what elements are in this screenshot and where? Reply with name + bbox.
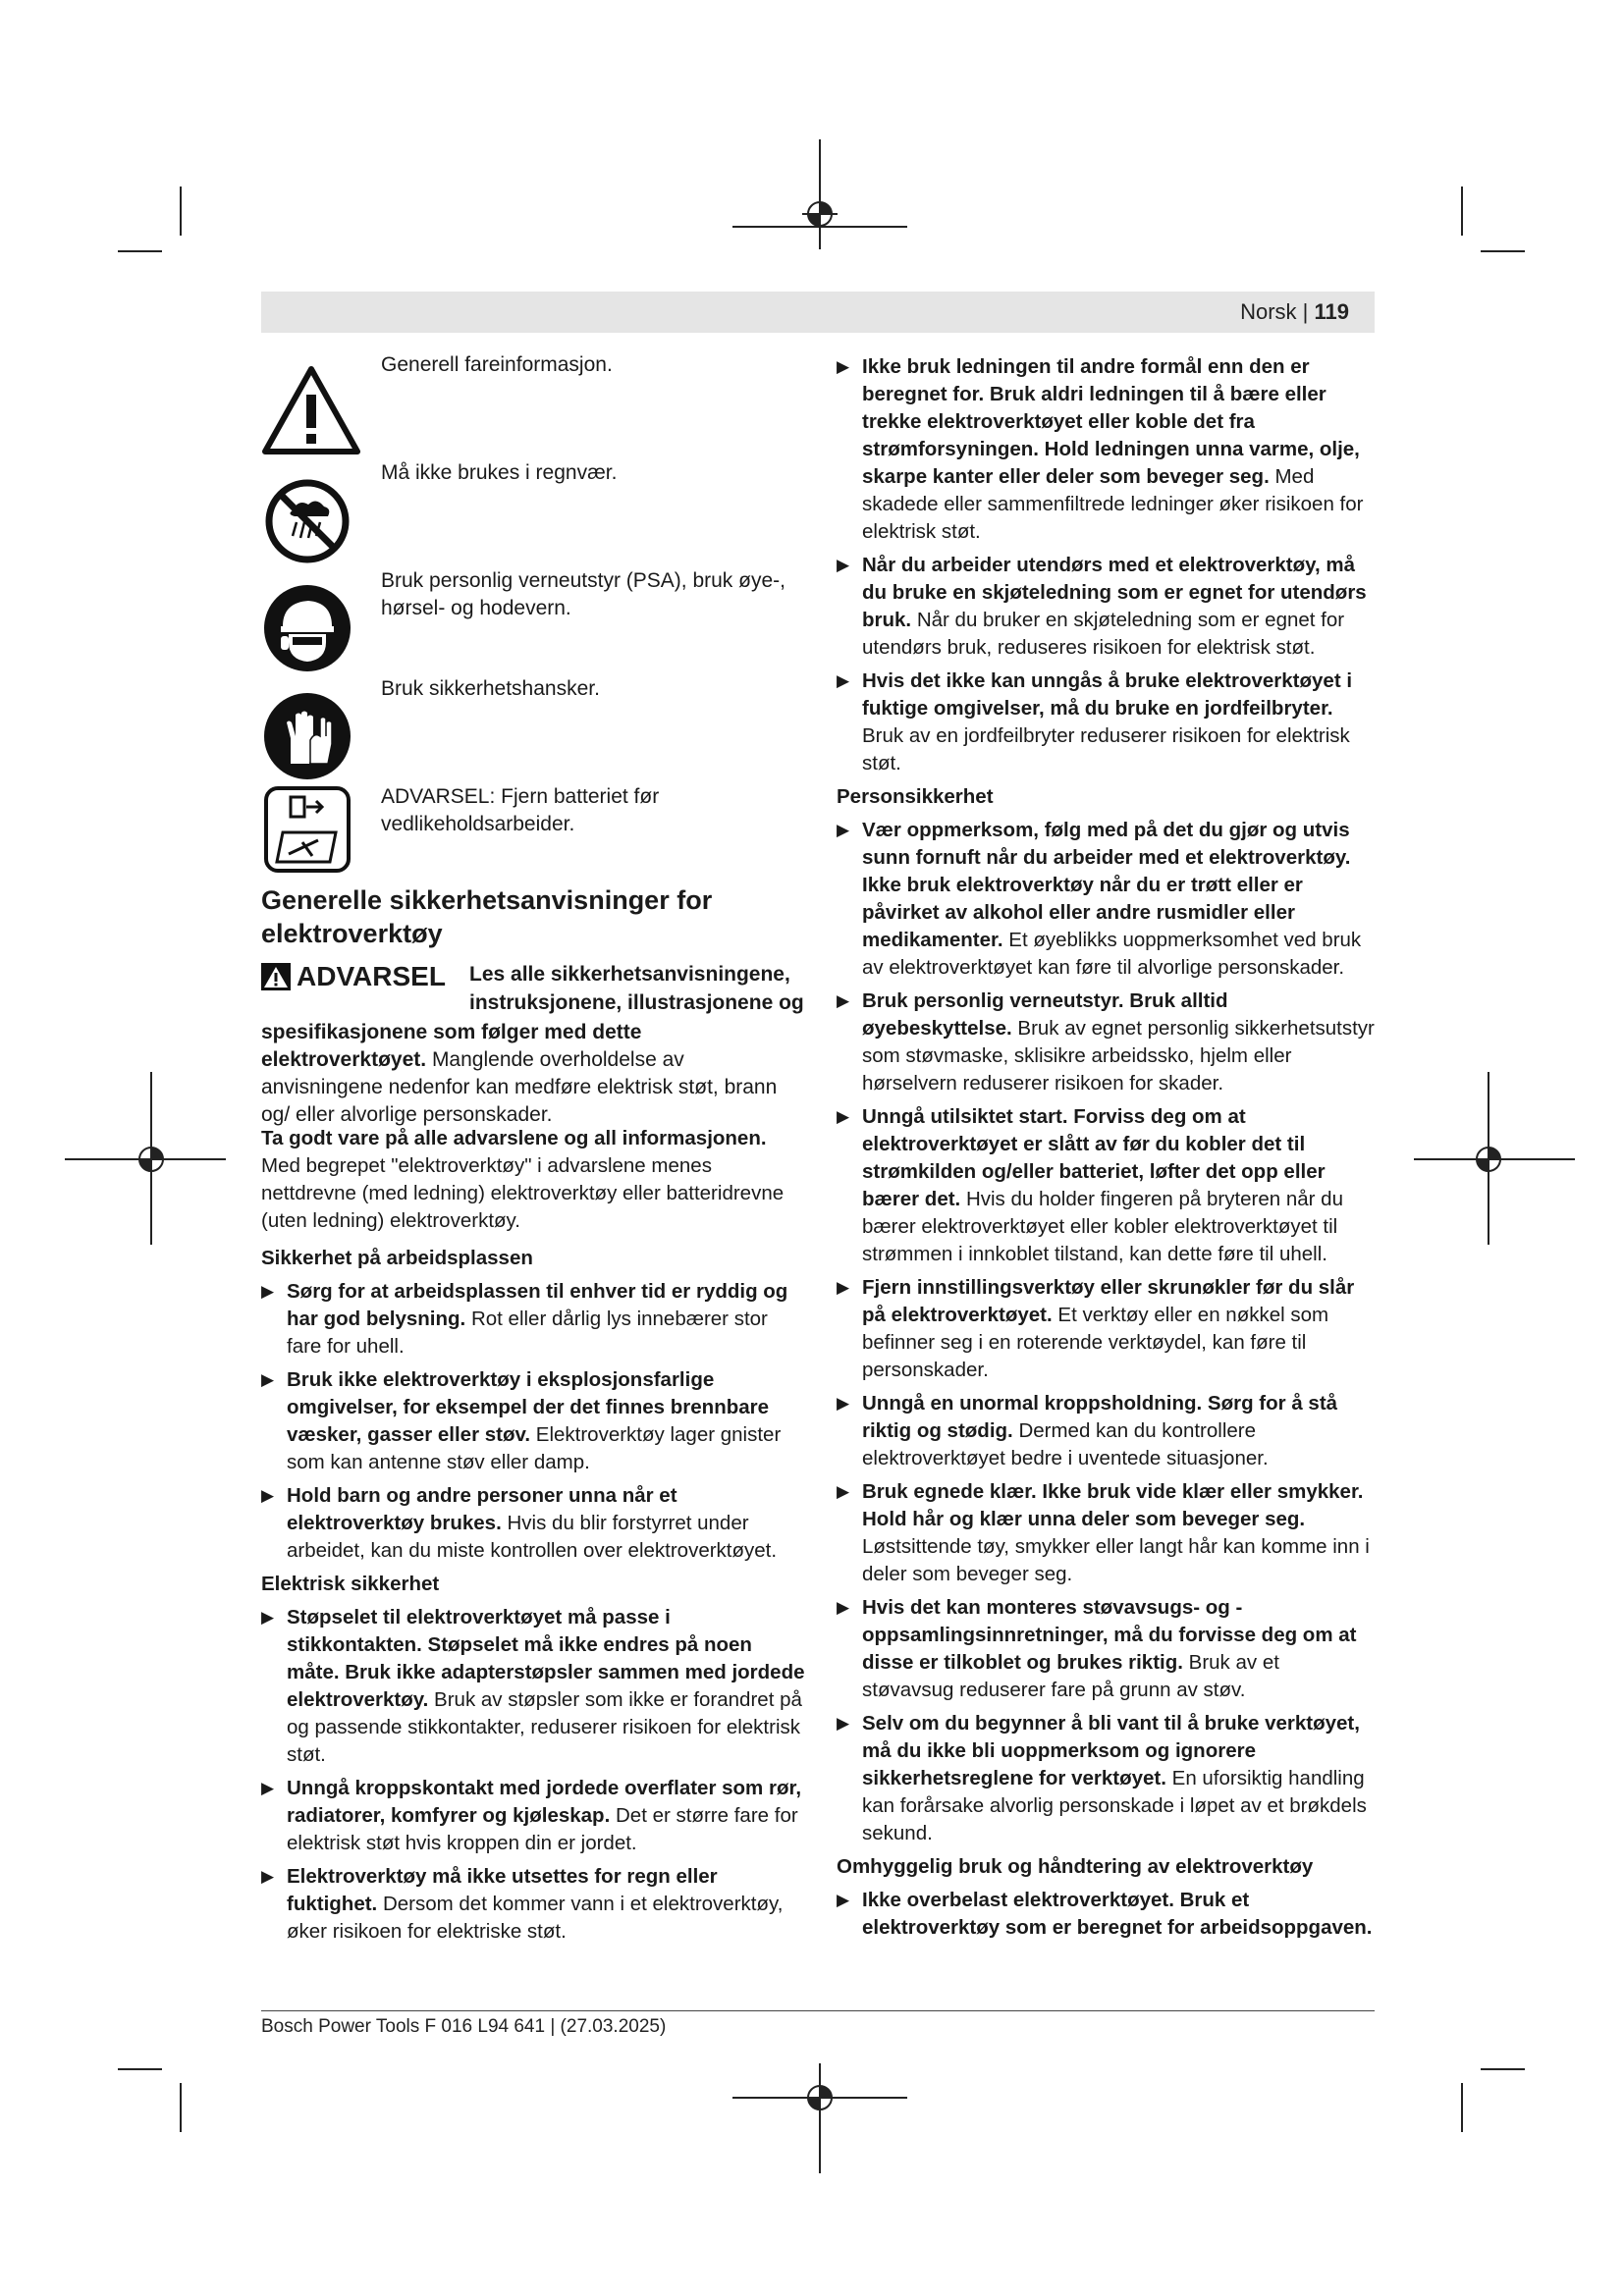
- bullet-normal-text: Hvis du holder fingeren på bryteren når du bærer elektroverktøyet eller kobler elektroverktøyet til strømmen i innkoblet tilstand, kan dette føre til uhell.: [862, 1188, 1343, 1265]
- symbol-description: Bruk personlig verneutstyr (PSA), bruk øye-, hørsel- og hodevern.: [381, 569, 785, 619]
- bullet-normal-text: Det er større fare for elektrisk støt hvis kroppen din er jordet.: [287, 1804, 798, 1854]
- bullet-arrow-icon: ▶: [837, 1394, 850, 1413]
- bullet-bold-text: Støpselet til elektroverktøyet må passe i stikkontakten. Støpselet må ikke endres på noen måte. Bruk ikke adapterstøpsler sammen med jordede elektroverktøy.: [287, 1606, 805, 1711]
- bullet-arrow-icon: ▶: [261, 1608, 275, 1627]
- remove-battery-icon: [263, 785, 352, 874]
- bullet-arrow-icon: ▶: [837, 556, 850, 574]
- registration-line: [819, 139, 821, 249]
- bullet-bold-text: Vær oppmerksom, følg med på det du gjør og utvis sunn fornuft når du arbeider med et elektroverktøy. Ikke bruk elektroverktøy når du er trøtt eller er påvirket av alkohol eller andre rusmidler eller medikamenter.: [862, 819, 1351, 951]
- registration-mark-icon: [802, 2080, 838, 2115]
- bullet-arrow-icon: ▶: [837, 671, 850, 690]
- registration-mark-icon: [1471, 1142, 1506, 1177]
- keep-all-paragraph: [261, 1125, 805, 1235]
- bullet-arrow-icon: ▶: [261, 1486, 275, 1505]
- bullet-normal-text: Et verktøy eller en nøkkel som befinner seg i en roterende verktøydel, kan føre til personskader.: [862, 1304, 1329, 1381]
- bullet-item: [837, 1710, 1377, 1847]
- bullet-normal-text: Rot eller dårlig lys innebærer stor fare for uhell.: [287, 1308, 768, 1358]
- crop-mark: [1481, 2068, 1525, 2070]
- bullet-normal-text: Løstsittende tøy, smykker eller langt hår kan komme inn i deler som beveger seg.: [862, 1535, 1370, 1585]
- bullet-bold-text: Hvis det ikke kan unngås å bruke elektroverktøyet i fuktige omgivelser, må du bruke en jordfeilbryter.: [862, 669, 1353, 720]
- header-language: Norsk: [1240, 299, 1297, 324]
- right-top-items: [837, 353, 1377, 777]
- symbol-description: Bruk sikkerhetshansker.: [381, 677, 600, 700]
- bullet-item: [837, 1390, 1377, 1472]
- bullet-item: [837, 552, 1377, 662]
- bullet-normal-text: Et øyeblikks uoppmerksomhet ved bruk av elektroverktøyet kan føre til alvorlige personskader.: [862, 929, 1362, 979]
- bullet-item: [261, 1278, 805, 1361]
- bullet-item: [837, 817, 1377, 982]
- bullet-normal-text: Med skadede eller sammenfiltrede ledninger øker risikoen for elektrisk støt.: [862, 465, 1364, 543]
- header-label: [1240, 299, 1349, 325]
- bullet-arrow-icon: ▶: [837, 1714, 850, 1733]
- symbol-description: ADVARSEL: Fjern batteriet før vedlikeholdsarbeider.: [381, 785, 660, 835]
- left-flow: [261, 1125, 805, 1951]
- crop-mark: [180, 187, 182, 236]
- bullet-arrow-icon: ▶: [837, 1278, 850, 1297]
- head-protection-icon: [263, 583, 352, 673]
- bullet-arrow-icon: ▶: [837, 1482, 850, 1501]
- page-header: [261, 292, 1375, 333]
- bullet-item: [261, 1482, 805, 1565]
- bullet-normal-text: Bruk av et støvavsug reduserer fare på grunn av støv.: [862, 1651, 1279, 1701]
- symbol-row: [261, 677, 600, 781]
- crop-mark: [1461, 2083, 1463, 2132]
- header-separator: |: [1302, 299, 1309, 324]
- bullet-item: [837, 1478, 1377, 1588]
- bullet-normal-text: Elektroverktøy lager gnister som kan antenne støv eller damp.: [287, 1423, 782, 1473]
- bullet-normal-text: Bruk av støpsler som ikke er forandret på og passende stikkontakter, reduserer risikoen for elektrisk støt.: [287, 1688, 802, 1766]
- bullet-item: [837, 1274, 1377, 1384]
- keep-all-normal: Med begrepet "elektroverktøy" i advarslene menes nettdrevne (med ledning) elektroverktøy eller batteridrevne (uten ledning) elektroverktøy.: [261, 1154, 785, 1232]
- crop-mark: [1481, 250, 1525, 252]
- left-sections: [261, 1245, 805, 1946]
- bullet-arrow-icon: ▶: [837, 1107, 850, 1126]
- bullet-bold-text: Når du arbeider utendørs med et elektroverktøy, må du bruke en skjøteledning som er egnet for utendørs bruk.: [862, 554, 1367, 631]
- warning-normal: Manglende overholdelse av anvisningene nedenfor kan medføre elektrisk støt, brann og/ eller alvorlige personskader.: [261, 1048, 778, 1126]
- symbol-description: Må ikke brukes i regnvær.: [381, 461, 618, 484]
- bullet-bold-text: Bruk personlig verneutstyr. Bruk alltid øyebeskyttelse.: [862, 989, 1228, 1040]
- bullet-bold-text: Hold barn og andre personer unna når et elektroverktøy brukes.: [287, 1484, 677, 1534]
- warning-bold-first: Les alle sikkerhetsanvisningene, instruksjonene, illustrasjonene og: [469, 963, 804, 1014]
- warning-label: [261, 960, 446, 993]
- registration-mark-icon: [134, 1142, 169, 1177]
- bullet-item: [261, 1775, 805, 1857]
- bullet-bold-text: Bruk egnede klær. Ikke bruk vide klær eller smykker. Hold hår og klær unna deler som beveger seg.: [862, 1480, 1364, 1530]
- crop-mark: [1461, 187, 1463, 236]
- bullet-arrow-icon: ▶: [261, 1779, 275, 1797]
- bullet-bold-text: Ikke bruk ledningen til andre formål enn den er beregnet for. Bruk aldri ledningen til å bære eller trekke elektroverktøyet eller koble det fra strømforsyningen. Hold ledningen unna varme, olje, skarpe kanter eller deler som beveger seg.: [862, 355, 1360, 488]
- subsection-heading: Elektrisk sikkerhet: [261, 1573, 440, 1595]
- no-rain-icon: [263, 477, 352, 565]
- bullet-normal-text: Hvis du blir forstyrret under arbeidet, kan du miste kontrollen over elektroverktøyet.: [287, 1512, 778, 1562]
- warning-word: ADVARSEL: [297, 961, 446, 991]
- bullet-bold-text: Elektroverktøy må ikke utsettes for regn eller fuktighet.: [287, 1865, 718, 1915]
- bullet-item: [837, 1594, 1377, 1704]
- bullet-bold-text: Sørg for at arbeidsplassen til enhver tid er ryddig og har god belysning.: [287, 1280, 788, 1330]
- bullet-arrow-icon: ▶: [837, 357, 850, 376]
- page-number: 119: [1314, 299, 1349, 324]
- bullet-bold-text: Bruk ikke elektroverktøy i eksplosjonsfarlige omgivelser, for eksempel der det finnes brennbare væsker, gasser eller støv.: [287, 1368, 770, 1446]
- subsection-heading: Personsikkerhet: [837, 785, 994, 808]
- crop-mark: [118, 2068, 162, 2070]
- bullet-bold-text: Fjern innstillingsverktøy eller skrunøkler før du slår på elektroverktøyet.: [862, 1276, 1355, 1326]
- bullet-bold-text: Unngå utilsiktet start. Forviss deg om at elektroverktøyet er slått av før du kobler det til strømkilden og/eller batteriet, løfter det opp eller bærer det.: [862, 1105, 1326, 1210]
- bullet-arrow-icon: ▶: [261, 1867, 275, 1886]
- subsection-heading: Omhyggelig bruk og håndtering av elektroverktøy: [837, 1855, 1314, 1878]
- bullet-normal-text: Bruk av en jordfeilbryter reduserer risikoen for elektrisk støt.: [862, 724, 1350, 774]
- bullet-bold-text: Ikke overbelast elektroverktøyet. Bruk et elektroverktøy som er beregnet for arbeidsoppgaven.: [862, 1889, 1373, 1939]
- bullet-arrow-icon: ▶: [261, 1282, 275, 1301]
- right-flow: [837, 353, 1377, 1948]
- bullet-bold-text: Unngå kroppskontakt med jordede overflater som rør, radiatorer, komfyrer og kjøleskap.: [287, 1777, 802, 1827]
- bullet-item: [837, 1887, 1377, 1942]
- bullet-normal-text: Dersom det kommer vann i et elektroverktøy, øker risikoen for elektriske støt.: [287, 1893, 784, 1943]
- bullet-item: [261, 1366, 805, 1476]
- gloves-icon: [263, 691, 352, 781]
- general-hazard-icon: [261, 365, 361, 455]
- symbol-row: [261, 353, 613, 455]
- bullet-item: [261, 1604, 805, 1769]
- subsection-heading: Sikkerhet på arbeidsplassen: [261, 1247, 533, 1269]
- footer-divider: [261, 2010, 1375, 2011]
- bullet-bold-text: Selv om du begynner å bli vant til å bruke verktøyet, må du ikke bli uoppmerksom og ignorere sikkerhetsreglene for verktøyet.: [862, 1712, 1360, 1789]
- crop-mark: [180, 2083, 182, 2132]
- bullet-item: [837, 667, 1377, 777]
- keep-all-bold: Ta godt vare på alle advarslene og all informasjonen.: [261, 1127, 767, 1149]
- bullet-bold-text: Unngå en unormal kroppsholdning. Sørg for å stå riktig og stødig.: [862, 1392, 1338, 1442]
- warning-bold-rest: spesifikasjonene som følger med dette elektroverktøyet.: [261, 1021, 642, 1071]
- bullet-arrow-icon: ▶: [837, 1891, 850, 1909]
- bullet-item: [837, 353, 1377, 546]
- warning-body: [261, 1019, 805, 1129]
- bullet-arrow-icon: ▶: [837, 821, 850, 839]
- crop-mark: [118, 250, 162, 252]
- registration-mark-icon: [802, 196, 838, 232]
- symbol-row: [261, 569, 785, 673]
- bullet-bold-text: Hvis det kan monteres støvavsugs- og -oppsamlingsinnretninger, må du forvisse deg om at disse er tilkoblet og brukes riktig.: [862, 1596, 1357, 1674]
- bullet-normal-text: En uforsiktig handling kan forårsake alvorlig personskade i løpet av et brøkdels sekund.: [862, 1767, 1367, 1844]
- bullet-item: [837, 988, 1377, 1097]
- bullet-item: [837, 1103, 1377, 1268]
- bullet-normal-text: Dermed kan du kontrollere elektroverktøyet bedre i uventede situasjoner.: [862, 1419, 1269, 1469]
- warning-triangle-icon: [261, 963, 291, 990]
- bullet-item: [261, 1863, 805, 1946]
- symbol-row: [261, 461, 618, 565]
- section-title: Generelle sikkerhetsanvisninger for elektroverktøy: [261, 885, 713, 948]
- bullet-normal-text: Når du bruker en skjøteledning som er egnet for utendørs bruk, reduseres risikoen for elektrisk støt.: [862, 609, 1345, 659]
- symbol-description: Generell fareinformasjon.: [381, 353, 613, 376]
- bullet-arrow-icon: ▶: [837, 991, 850, 1010]
- symbol-row: [261, 785, 660, 874]
- footer-text: Bosch Power Tools F 016 L94 641 | (27.03.2025): [261, 2016, 667, 2037]
- bullet-normal-text: Bruk av egnet personlig sikkerhetsutstyr som støvmaske, sklisikre arbeidssko, hjelm eller hørselvern reduserer risikoen for skader.: [862, 1017, 1375, 1095]
- bullet-arrow-icon: ▶: [261, 1370, 275, 1389]
- bullet-arrow-icon: ▶: [837, 1598, 850, 1617]
- right-sections: [837, 783, 1377, 1942]
